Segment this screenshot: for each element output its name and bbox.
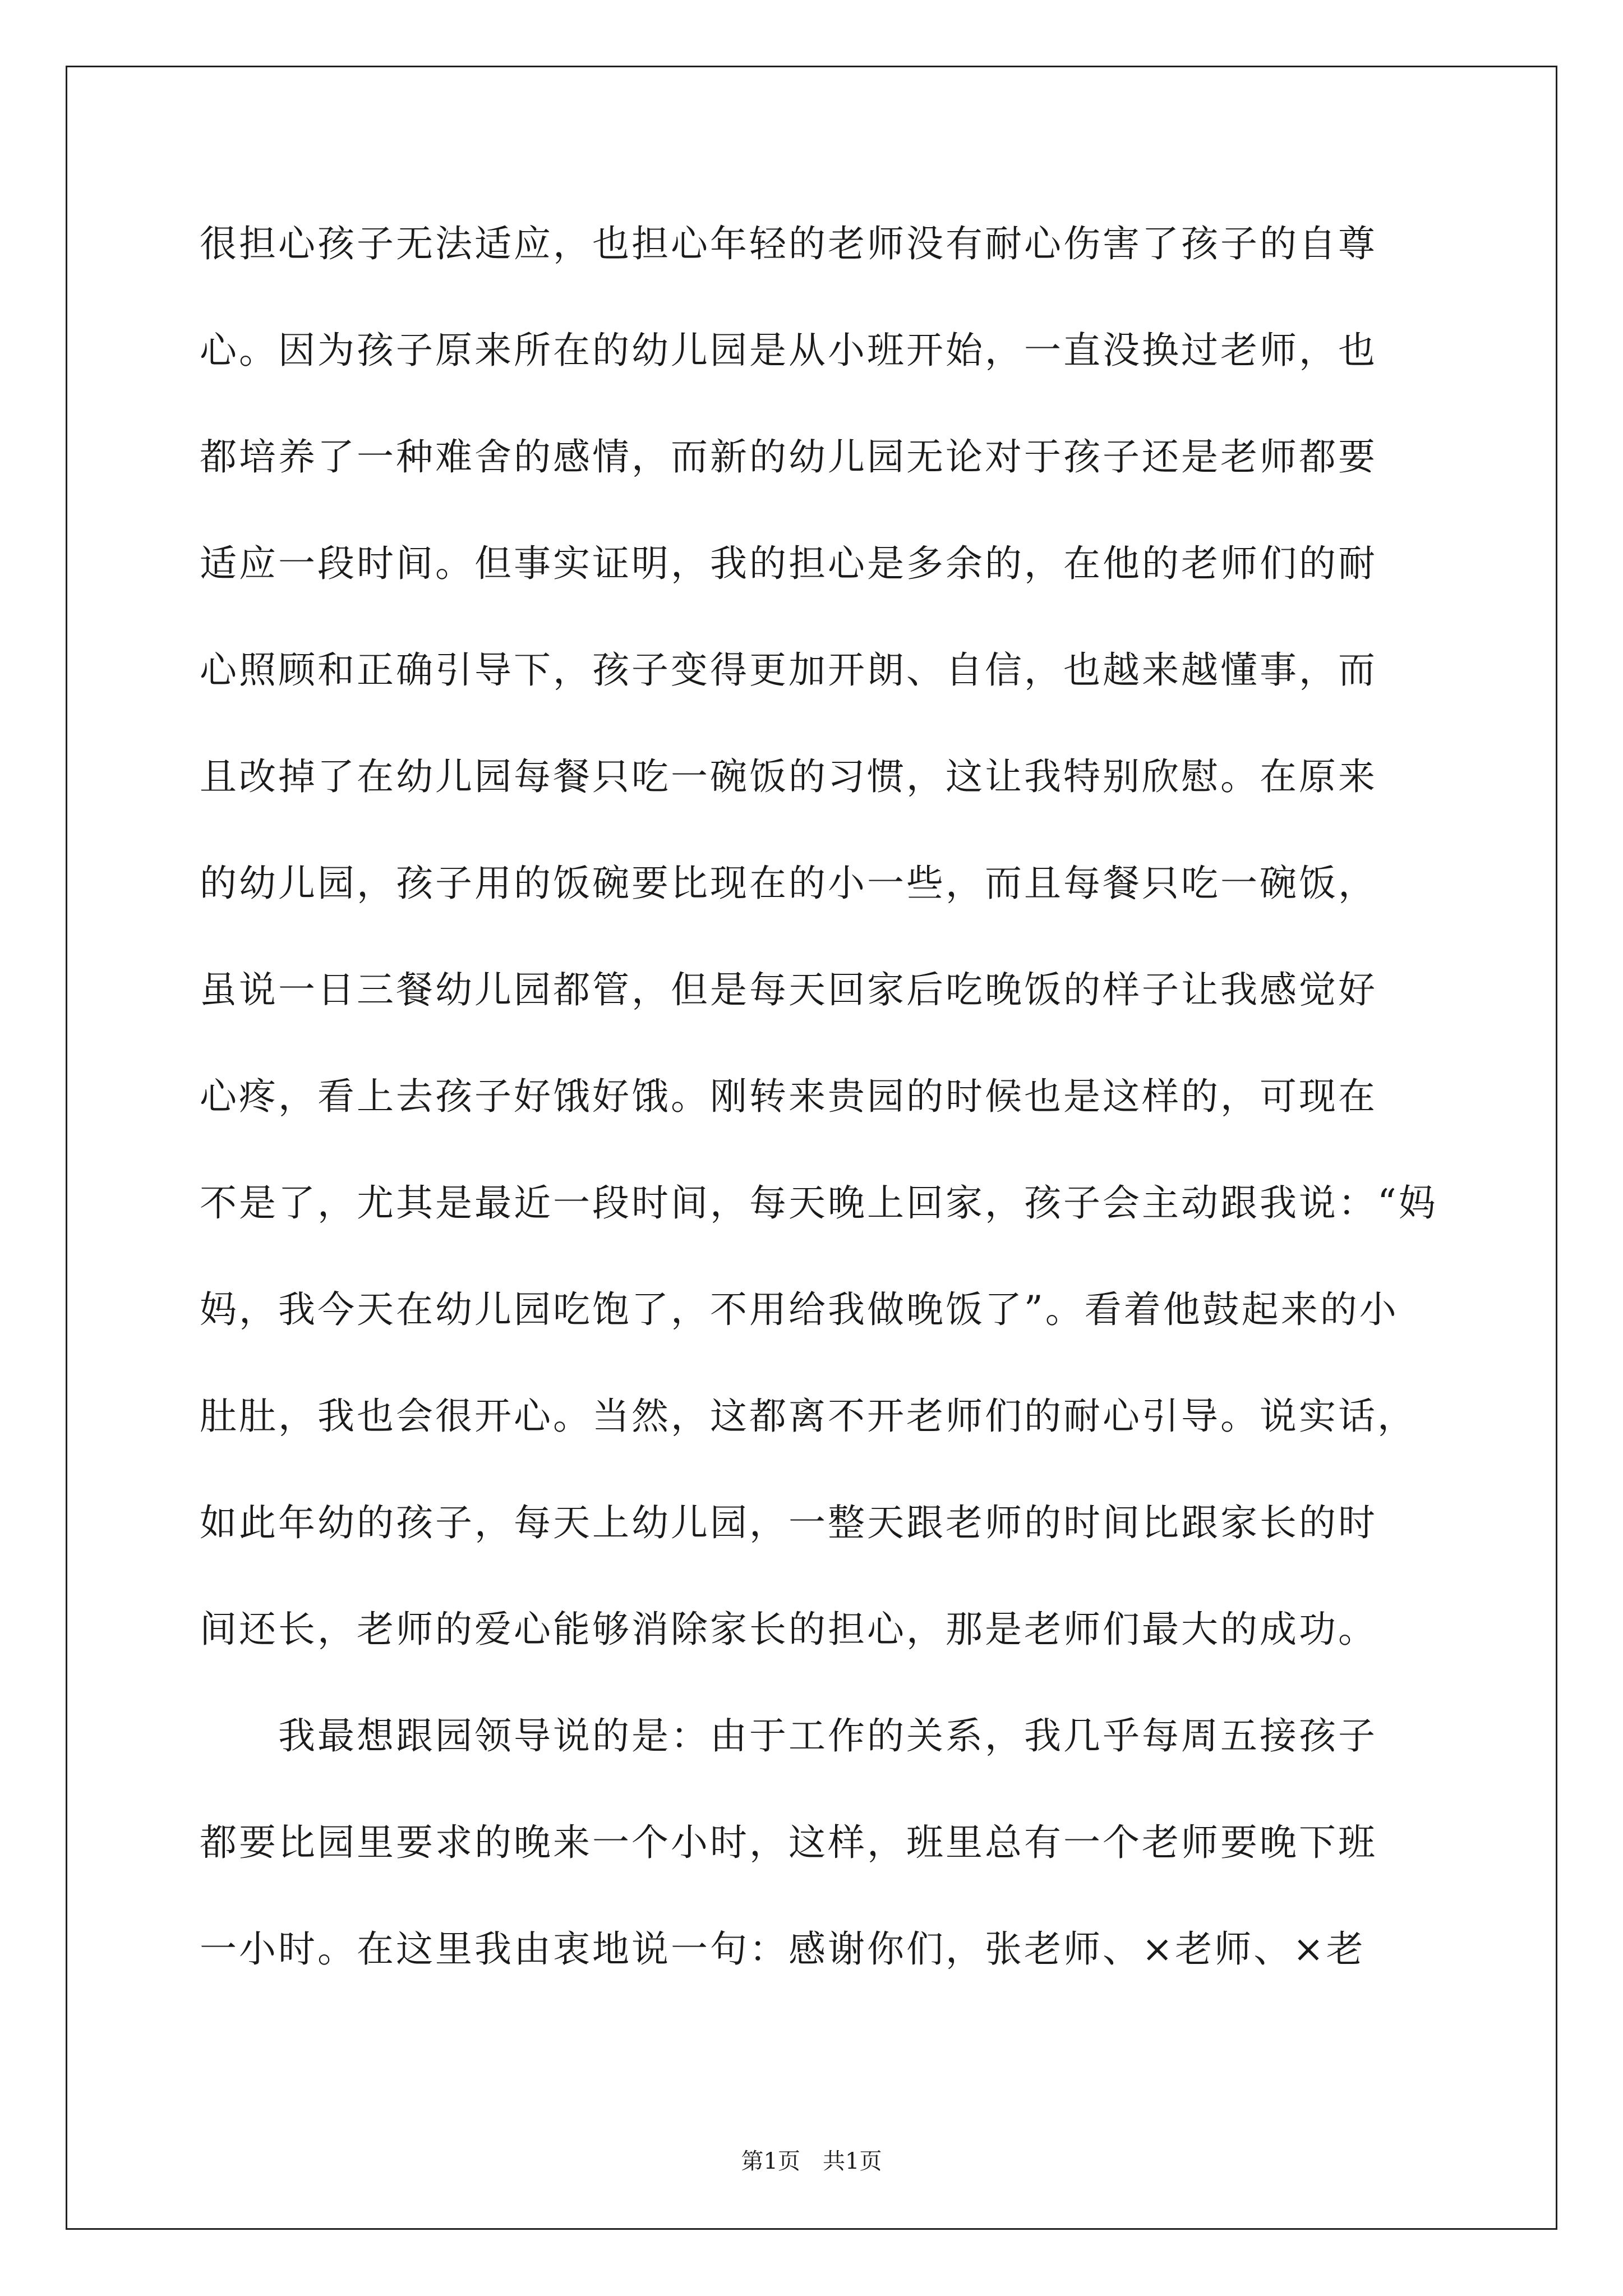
text-line: 适应一段时间。但事实证明，我的担心是多余的，在他的老师们的耐 [200,542,1377,585]
text-line: 不是了，尤其是最近一段时间，每天晚上回家，孩子会主动跟我说：“妈 [200,1181,1438,1225]
text-line: 间还长，老师的爱心能够消除家长的担心，那是老师们最大的成功。 [200,1608,1377,1651]
text-line: 如此年幼的孩子，每天上幼儿园，一整天跟老师的时间比跟家长的时 [200,1501,1377,1544]
text-line: 都培养了一种难舍的感情，而新的幼儿园无论对于孩子还是老师都要 [200,435,1377,478]
text-line: 肚肚，我也会很开心。当然，这都离不开老师们的耐心引导。说实话， [200,1395,1417,1438]
text-line: 虽说一日三餐幼儿园都管，但是每天回家后吃晚饭的样子让我感觉好 [200,968,1377,1011]
text-line: 的幼儿园，孩子用的饭碗要比现在的小一些，而且每餐只吃一碗饭， [200,862,1377,905]
text-line: 一小时。在这里我由衷地说一句：感谢你们，张老师、×老师、×老 [200,1927,1366,1971]
text-line: 都要比园里要求的晚来一个小时，这样，班里总有一个老师要晚下班 [200,1821,1377,1864]
text-line: 心疼，看上去孩子好饿好饿。刚转来贵园的时候也是这样的，可现在 [200,1075,1377,1118]
document-body [200,210,1461,2022]
page-number-footer: 第1页 共1页 [741,2148,882,2174]
text-line: 心。因为孩子原来所在的幼儿园是从小班开始，一直没换过老师，也 [200,329,1377,372]
paragraph-first-line: 我最想跟园领导说的是：由于工作的关系，我几乎每周五接孩子 [278,1714,1377,1757]
text-line: 心照顾和正确引导下，孩子变得更加开朗、自信，也越来越懂事，而 [200,648,1377,692]
text-line: 且改掉了在幼儿园每餐只吃一碗饭的习惯，这让我特别欣慰。在原来 [200,755,1377,798]
text-line: 妈，我今天在幼儿园吃饱了，不用给我做晚饭了”。看着他鼓起来的小 [200,1288,1399,1331]
text-line: 很担心孩子无法适应，也担心年轻的老师没有耐心伤害了孩子的自尊 [200,222,1377,265]
